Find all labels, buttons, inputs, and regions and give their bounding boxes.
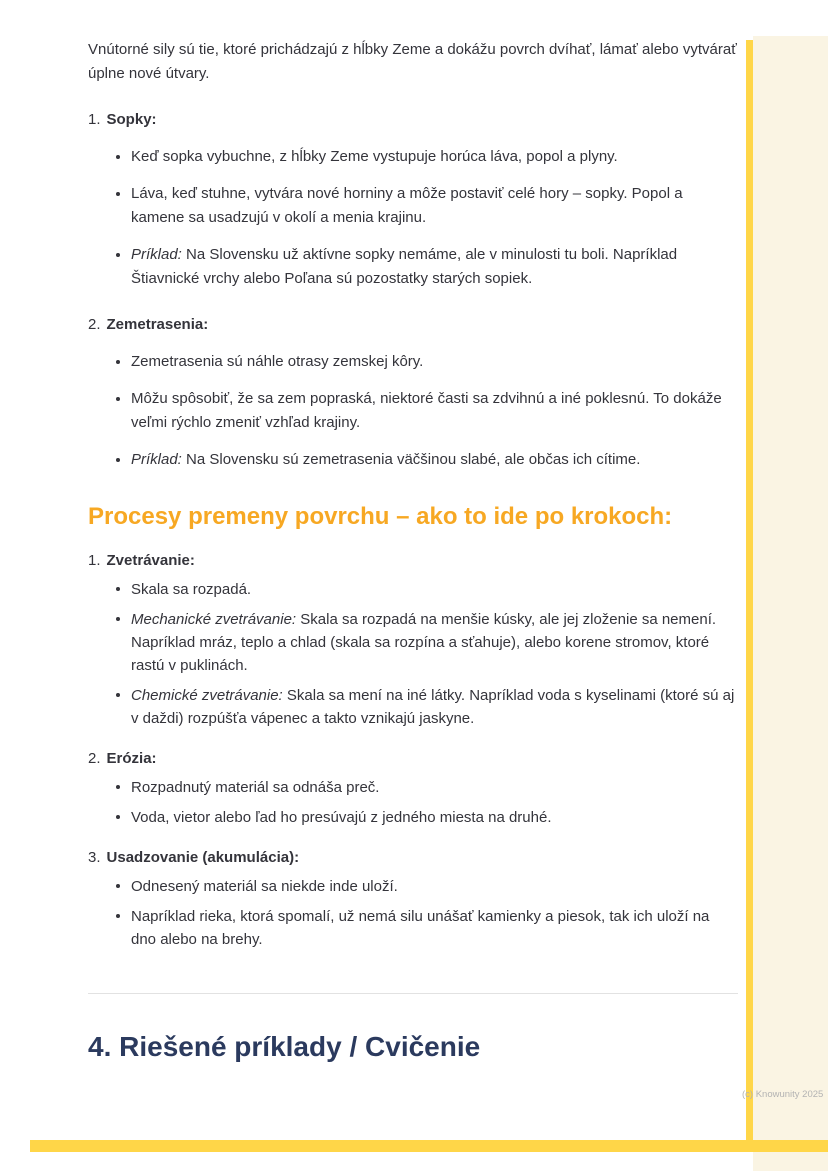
bullet-body: Skala sa rozpadá na menšie kúsky, ale jej zloženie sa nemení. Napríklad mráz, teplo a chlad (skala sa rozpína a sťahuje), alebo korene stromov, ktoré rastú v puklinách. — [131, 611, 717, 674]
bullet-item — [116, 145, 738, 169]
page-content — [88, 38, 738, 1064]
bullet-item — [116, 243, 738, 291]
list-item — [88, 313, 738, 472]
bullet-text — [131, 875, 738, 898]
bullet-body: Skala sa rozpadá. — [131, 581, 252, 598]
bullet-lead: Príklad: — [131, 451, 182, 468]
bullet-text — [131, 776, 738, 799]
bullet-lead: Mechanické zvetrávanie: — [131, 611, 297, 628]
page-heading-exercises: 4. Riešené príklady / Cvičenie — [88, 1031, 481, 1062]
bullet-item — [116, 182, 738, 230]
list-item-number: 3. — [88, 849, 101, 866]
bullet-text — [131, 350, 738, 374]
bullet-item — [116, 608, 738, 677]
right-margin-strip — [753, 36, 828, 1171]
bottom-accent-bar — [30, 1140, 828, 1152]
bullet-text — [131, 806, 738, 829]
bullet-body: Môžu spôsobiť, že sa zem popraská, niektoré časti sa zdvihnú a iné poklesnú. To dokáže veľmi rýchlo zmeniť vzhľad krajiny. — [131, 390, 722, 431]
bullet-text — [131, 905, 738, 951]
bullet-text — [131, 608, 738, 677]
bullet-lead: Chemické zvetrávanie: — [131, 687, 283, 704]
section-divider — [88, 993, 738, 994]
bullet-icon — [116, 617, 120, 621]
watermark: (c) Knowunity 2025 — [742, 1089, 824, 1100]
bullet-item — [116, 448, 738, 472]
bullet-body: Odnesený materiál sa niekde inde uloží. — [131, 878, 398, 895]
list-item — [88, 549, 738, 730]
bullet-icon — [116, 253, 120, 257]
bullet-icon — [116, 155, 120, 159]
bullet-lead: Príklad: — [131, 246, 182, 263]
section-heading-processes: Procesy premeny povrchu – ako to ide po krokoch: — [88, 503, 673, 530]
list-item-number: 1. — [88, 552, 101, 569]
bullet-icon — [116, 587, 120, 591]
bullet-icon — [116, 914, 120, 918]
list-item-title: Sopky: — [106, 111, 157, 128]
bullet-item — [116, 350, 738, 374]
vertical-accent-bar — [746, 40, 753, 1140]
bullet-item — [116, 684, 738, 730]
bullet-body: Na Slovensku už aktívne sopky nemáme, ale v minulosti tu boli. Napríklad Štiavnické vrchy alebo Poľana sú pozostatky starých sopiek. — [131, 246, 678, 287]
bullet-text — [131, 387, 738, 435]
bullet-icon — [116, 693, 120, 697]
internal-forces-list — [88, 108, 738, 472]
bullet-text — [131, 243, 738, 291]
list-item — [88, 747, 738, 829]
bullet-icon — [116, 397, 120, 401]
list-item — [88, 108, 738, 291]
bullet-body: Skala sa mení na iné látky. Napríklad voda s kyselinami (ktoré sú aj v daždi) rozpúšťa vápenec a takto vznikajú jaskyne. — [131, 687, 735, 727]
list-item — [88, 846, 738, 951]
bullet-icon — [116, 785, 120, 789]
list-item-title: Zvetrávanie: — [106, 552, 195, 569]
list-item-title: Usadzovanie (akumulácia): — [106, 849, 300, 866]
bullet-item — [116, 387, 738, 435]
bullet-text — [131, 145, 738, 169]
bullet-item — [116, 905, 738, 951]
bullet-body: Rozpadnutý materiál sa odnáša preč. — [131, 779, 380, 796]
bullet-text — [131, 448, 738, 472]
list-item-number: 2. — [88, 750, 101, 767]
list-item-number: 2. — [88, 316, 101, 333]
list-item-title: Erózia: — [106, 750, 157, 767]
bullet-item — [116, 806, 738, 829]
bullet-body: Na Slovensku sú zemetrasenia väčšinou slabé, ale občas ich cítime. — [181, 451, 641, 468]
bullet-body: Napríklad rieka, ktorá spomalí, už nemá silu unášať kamienky a piesok, tak ich uloží na dno alebo na brehy. — [131, 908, 710, 948]
bullet-text — [131, 182, 738, 230]
bullet-icon — [116, 192, 120, 196]
list-item-number: 1. — [88, 111, 101, 128]
bullet-text — [131, 684, 738, 730]
intro-paragraph: Vnútorné sily sú tie, ktoré prichádzajú z hĺbky Zeme a dokážu povrch dvíhať, lámať alebo vytvárať úplne nové útvary. — [88, 41, 737, 82]
bullet-item — [116, 875, 738, 898]
bullet-icon — [116, 815, 120, 819]
bullet-body: Keď sopka vybuchne, z hĺbky Zeme vystupuje horúca láva, popol a plyny. — [131, 148, 618, 165]
bullet-body: Zemetrasenia sú náhle otrasy zemskej kôry. — [131, 353, 424, 370]
bullet-icon — [116, 884, 120, 888]
surface-processes-list — [88, 549, 738, 951]
bullet-body: Láva, keď stuhne, vytvára nové horniny a môže postaviť celé hory – sopky. Popol a kamene sa usadzujú v okolí a menia krajinu. — [131, 185, 683, 226]
bullet-body: Voda, vietor alebo ľad ho presúvajú z jedného miesta na druhé. — [131, 809, 552, 826]
bullet-text — [131, 578, 738, 601]
bullet-item — [116, 776, 738, 799]
bullet-icon — [116, 360, 120, 364]
list-item-title: Zemetrasenia: — [106, 316, 209, 333]
bullet-icon — [116, 458, 120, 462]
bullet-item — [116, 578, 738, 601]
